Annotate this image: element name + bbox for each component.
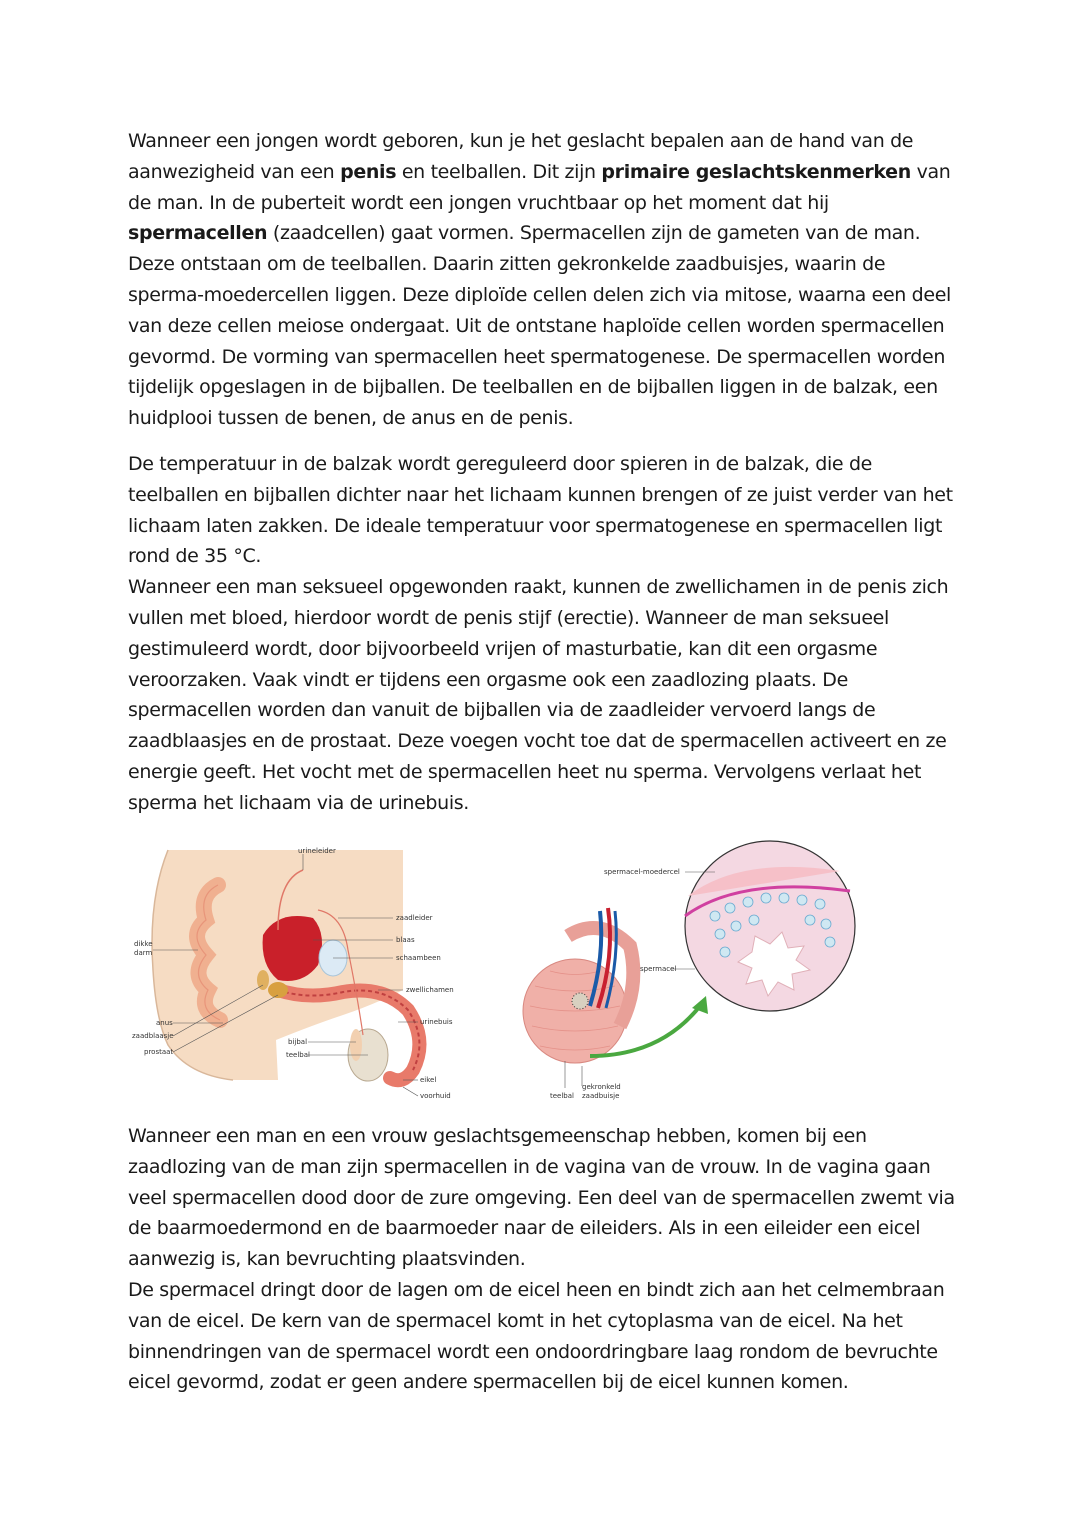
male-anatomy-figure <box>128 840 454 1102</box>
label-urineleider: urineleider <box>298 847 336 855</box>
label-urinebuis: urinebuis <box>420 1018 453 1026</box>
bold-term-penis: penis <box>340 160 397 183</box>
label-zaadbuisje: zaadbuisje <box>582 1092 620 1100</box>
text-intercourse: Wanneer een man en een vrouw geslachtsgemeenschap hebben, komen bij een zaadlozing van de man zijn spermacellen in de vagina van de vrouw. In de vagina gaan veel spermacellen dood door de zure omgeving. Een deel van de spermacellen zwemt via de baarmoedermond en de baarmoeder naar de eileiders. Als in een eileider een eicel aanwezig is, kan bevruchting plaatsvinden. <box>128 1125 955 1271</box>
label-blaas: blaas <box>396 936 415 944</box>
text-erection: Wanneer een man seksueel opgewonden raakt, kunnen de zwellichamen in de penis zich vullen met bloed, hierdoor wordt de penis stijf (erectie). Wanneer de man seksueel gestimuleerd wordt, door bijvoorbeeld vrijen of masturbatie, kan dit een orgasme veroorzaken. Vaak vindt er tijdens een orgasme ook een zaadlozing plaats. De spermacellen worden dan vanuit de bijballen via de zaadleider vervoerd langs de zaadblaasjes en de prostaat. Deze voegen vocht toe dat de spermacellen activeert en ze energie geeft. Het vocht met de spermacellen heet nu sperma. Vervolgens verlaat het sperma het lichaam via de urinebuis. <box>128 576 949 814</box>
paragraph-temperature-erection <box>128 449 958 819</box>
label-teelbal: teelbal <box>550 1092 574 1100</box>
testis-section-figure <box>520 836 860 1106</box>
text-run: en teelballen. Dit zijn <box>396 160 602 183</box>
label-voorhuid: voorhuid <box>420 1092 451 1100</box>
label-anus: anus <box>156 1019 173 1027</box>
label-darm: darm <box>134 949 153 957</box>
bold-term-primary-characteristics: primaire geslachtskenmerken <box>601 160 911 183</box>
label-prostaat: prostaat <box>144 1048 174 1056</box>
label-zaadblaasje: zaadblaasje <box>132 1032 174 1040</box>
testis-section-illustration <box>520 836 860 1106</box>
bold-term-spermacellen: spermacellen <box>128 222 268 245</box>
label-zaadleider: zaadleider <box>396 914 433 922</box>
text-fertilization: De spermacel dringt door de lagen om de eicel heen en bindt zich aan het celmembraan van de eicel. De kern van de spermacel komt in het cytoplasma van de eicel. Na het binnendringen van de spermacel wordt een ondoordringbare laag rondom de bevruchte eicel gevormd, zodat er geen andere spermacellen bij de eicel kunnen komen. <box>128 1278 945 1394</box>
label-spermacel-moedercel: spermacel-moedercel <box>604 868 680 876</box>
paragraph-male-reproduction <box>128 126 958 434</box>
label-schaambeen: schaambeen <box>396 954 441 962</box>
text-run: Wanneer een jongen wordt geboren, kun je het geslacht bepalen aan de hand van de aanwezigheid van een <box>128 130 914 183</box>
label-eikel: eikel <box>420 1076 437 1084</box>
text-temperature: De temperatuur in de balzak wordt gereguleerd door spieren in de balzak, die de teelballen en bijballen dichter naar het lichaam kunnen brengen of ze juist verder van het lichaam laten zakken. De ideale temperatuur voor spermatogenese en spermacellen ligt rond de 35 °C. <box>128 453 953 568</box>
label-gekronkeld: gekronkeld <box>582 1083 621 1091</box>
paragraph-fertilization <box>128 1121 958 1398</box>
label-spermacel: spermacel <box>640 965 677 973</box>
text-run: (zaadcellen) gaat vormen. Spermacellen zijn de gameten van de man. Deze ontstaan om de teelballen. Daarin zitten gekronkelde zaadbuisjes, waarin de sperma-moedercellen liggen. Deze diploïde cellen delen zich via mitose, waarna een deel van deze cellen meiose ondergaat. Uit de ontstane haploïde cellen worden spermacellen gevormd. De vorming van spermacellen heet spermatogenese. De spermacellen worden tijdelijk opgeslagen in de bijballen. De teelballen en de bijballen liggen in de balzak, een huidplooi tussen de benen, de anus en de penis. <box>128 222 951 430</box>
text-run: van de man. In de puberteit wordt een jongen vruchtbaar op het moment dat hij <box>128 160 951 214</box>
male-anatomy-illustration <box>128 840 454 1102</box>
label-dikke: dikke <box>134 940 153 948</box>
label-bijbal: bijbal <box>288 1038 308 1046</box>
label-teelbal: teelbal <box>286 1051 310 1059</box>
label-zwellichamen: zwellichamen <box>406 986 454 994</box>
